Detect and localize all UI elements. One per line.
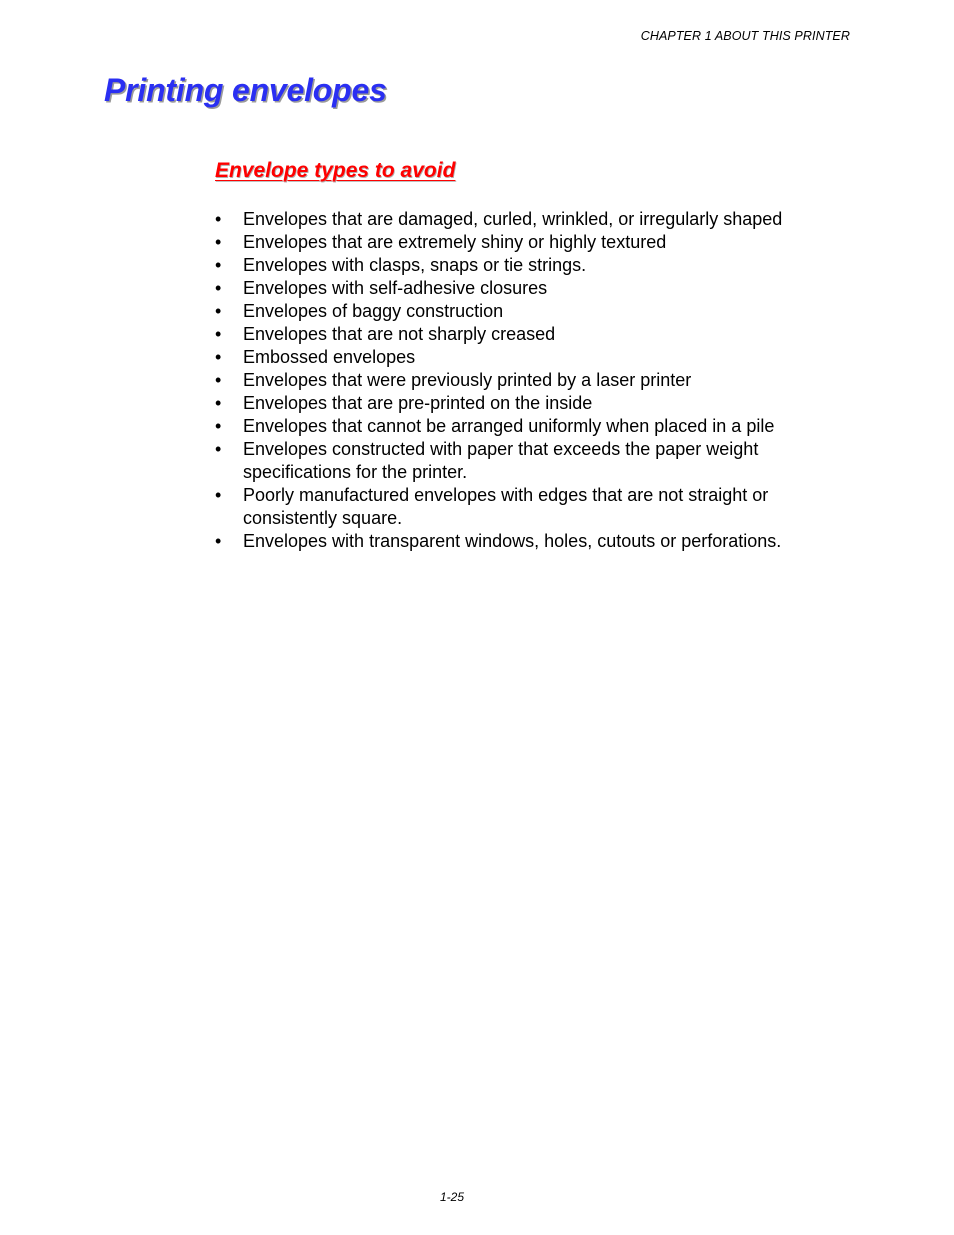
bullet-icon: • bbox=[215, 416, 222, 436]
list-item bbox=[215, 323, 835, 346]
bullet-icon: • bbox=[215, 209, 222, 229]
bullet-icon: • bbox=[215, 278, 222, 298]
list-item-text: Envelopes that were previously printed by a laser printer bbox=[243, 370, 692, 390]
list-item-text: Envelopes that are pre-printed on the inside bbox=[243, 393, 593, 413]
running-header: CHAPTER 1 ABOUT THIS PRINTER bbox=[640, 29, 850, 43]
bullet-icon: • bbox=[215, 439, 222, 459]
bullet-icon: • bbox=[215, 393, 222, 413]
list-item bbox=[215, 369, 835, 392]
list-item bbox=[215, 392, 835, 415]
bullet-icon: • bbox=[215, 232, 222, 252]
list-item bbox=[215, 208, 835, 231]
bullet-icon: • bbox=[215, 485, 222, 505]
list-item bbox=[215, 346, 835, 369]
bullet-icon: • bbox=[215, 531, 222, 551]
section-title: Envelope types to avoid bbox=[215, 159, 456, 182]
envelope-avoid-list bbox=[215, 208, 835, 553]
bullet-icon: • bbox=[215, 370, 222, 390]
page-title: Printing envelopes bbox=[104, 72, 387, 108]
list-item-text: Envelopes with transparent windows, holes, cutouts or perforations. bbox=[243, 531, 782, 551]
bullet-icon: • bbox=[215, 301, 222, 321]
list-item bbox=[215, 530, 835, 553]
list-item-text: Envelopes with clasps, snaps or tie strings. bbox=[243, 255, 587, 275]
page-number: 1-25 bbox=[440, 1190, 465, 1204]
list-item-text: Envelopes that cannot be arranged uniformly when placed in a pile bbox=[243, 416, 775, 436]
list-item-text: Poorly manufactured envelopes with edges that are not straight or consistently square. bbox=[243, 485, 769, 528]
bullet-icon: • bbox=[215, 324, 222, 344]
list-item bbox=[215, 254, 835, 277]
bullet-icon: • bbox=[215, 255, 222, 275]
list-item bbox=[215, 231, 835, 254]
list-item bbox=[215, 438, 835, 484]
list-item bbox=[215, 415, 835, 438]
list-item bbox=[215, 300, 835, 323]
list-item-text: Envelopes that are not sharply creased bbox=[243, 324, 556, 344]
list-item-text: Envelopes with self-adhesive closures bbox=[243, 278, 548, 298]
list-item-text: Envelopes of baggy construction bbox=[243, 301, 504, 321]
list-item bbox=[215, 277, 835, 300]
list-item-text: Envelopes constructed with paper that exceeds the paper weight specifications for the printer. bbox=[243, 439, 759, 482]
list-item-text: Envelopes that are extremely shiny or highly textured bbox=[243, 232, 667, 252]
list-item-text: Embossed envelopes bbox=[243, 347, 416, 367]
bullet-icon: • bbox=[215, 347, 222, 367]
list-item bbox=[215, 484, 835, 530]
list-item-text: Envelopes that are damaged, curled, wrinkled, or irregularly shaped bbox=[243, 209, 783, 229]
